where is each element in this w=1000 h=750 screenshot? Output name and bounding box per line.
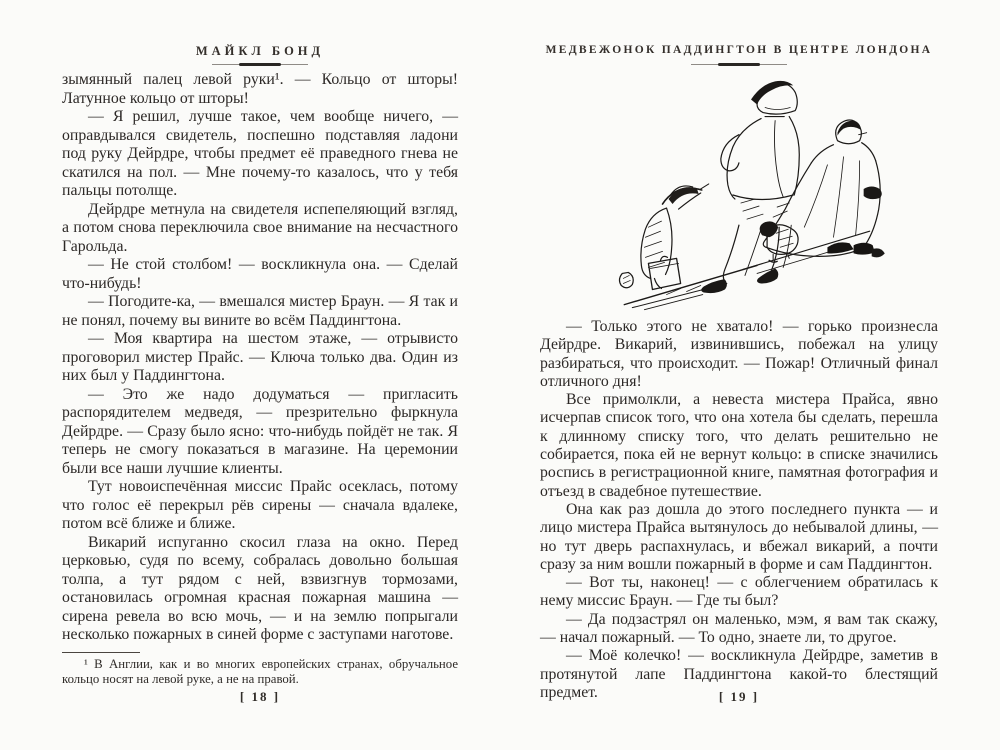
page-number-right: [ 19 ] [718,689,760,704]
paragraph: зымянный палец левой руки¹. — Кольцо от шторы! Латунное кольцо от шторы! [62,71,458,107]
paragraph: Тут новоиспечённая миссис Прайс осеклась, потому что голос её перекрыл рёв сирены — сначала вдалеке, потом всё ближе и ближе. [62,478,458,532]
paragraph: Дейрдре метнула на свидетеля испепеляющий взгляд, а потом снова переключила свое внимание на несчастного Гарольда. [62,200,458,255]
paragraph: — Да подзастрял он маленько, мэм, я вам так скажу, — начал пожарный. — То одно, знаете ли, то другое. [540,610,938,647]
paddington-figure [619,184,708,290]
paragraph: Все примолкли, а невеста мистера Прайса, явно исчерпав список того, что она хотела бы сделать, перешла к длинному списку того, что делать решительно не собирается, пока ей не вернут кольцо: в списке значились роспись в регистрационной книге, памятная фотография и отъезд в свадебное путешествие. [540,391,938,500]
ink-sketch-walking-figures-icon [574,76,926,314]
illustration [574,76,926,314]
paragraph: — Это же надо додуматься — пригласить распорядителем медведя, — презрительно фыркнула Дейрдре. — Сразу было ясно: что-нибудь пойдёт не так. Я теперь не смогу показаться в магазине. На церемонии были все наши лучшие клиенты. [62,385,458,477]
running-head-author: МАЙКЛ БОНД [195,44,325,58]
header-rule-thick [718,63,760,66]
vicar-figure [763,120,884,257]
page-number-left: [ 18 ] [239,689,281,704]
paragraph: — Вот ты, наконец! — с облегчением обратилась к нему миссис Браун. — Где ты был? [540,574,938,610]
page-right [540,0,938,750]
paragraph: — Моя квартира на шестом этаже, — отрывисто проговорил мистер Прайс. — Ключа только два. Один из них был у Паддингтона. [62,330,458,384]
paragraph: Викарий испуганно скосил глаза на окно. Перед церковью, судя по всему, собралась довольно большая толпа, а тут рядом с ней, взвизгнув тормозами, остановилась огромная красная пожарная машина — сирена ревела во всю мочь, — и на землю попрыгали несколько пожарных в синей форме с заступами наготове. [62,533,458,643]
paragraph: — Я решил, лучше такое, чем вообще ничего, — оправдывался свидетель, поспешно подставляя ладони под руку Дейрдре, чтобы предмет её праведного гнева не скатился на пол. — Мне почему-то казалось, что у тебя пальцы потолще. [62,108,458,199]
fireman-figure [701,81,799,293]
running-head-title: МЕДВЕЖОНОК ПАДДИНГТОН В ЦЕНТРЕ ЛОНДОНА [545,44,933,56]
header-rule [691,63,787,67]
page-left [62,0,458,750]
paragraph: Она как раз дошла до этого последнего пункта — и лицо мистера Прайса вытянулось до небывалой длины, — но тут дверь распахнулась, и вбежал викарий, а почти сразу за ним вошли пожарный в форме и сам Паддингтон. [540,500,938,573]
paragraph: — Погодите-ка, — вмешался мистер Браун. — Я так и не понял, почему вы вините во всём Паддингтона. [62,293,458,329]
header-rule [212,63,308,67]
body-text-left [62,71,458,688]
header-rule-thick [239,63,281,66]
footnote: ¹ В Англии, как и во многих европейских странах, обручальное кольцо носят на левой руке, а не на правой. [62,656,458,687]
footnote-rule [62,652,140,653]
body-text-right [540,318,938,702]
paragraph: — Не стой столбом! — воскликнула она. — Сделай что-нибудь! [62,256,458,292]
paragraph: — Моё колечко! — воскликнула Дейрдре, заметив в протянутой лапе Паддингтона какой-то блестящий предмет. [540,647,938,701]
paragraph: — Только этого не хватало! — горько произнесла Дейрдре. Викарий, извинившись, побежал на улицу разбираться, что происходит. — Пожар! Отличный финал отличного дня! [540,318,938,390]
